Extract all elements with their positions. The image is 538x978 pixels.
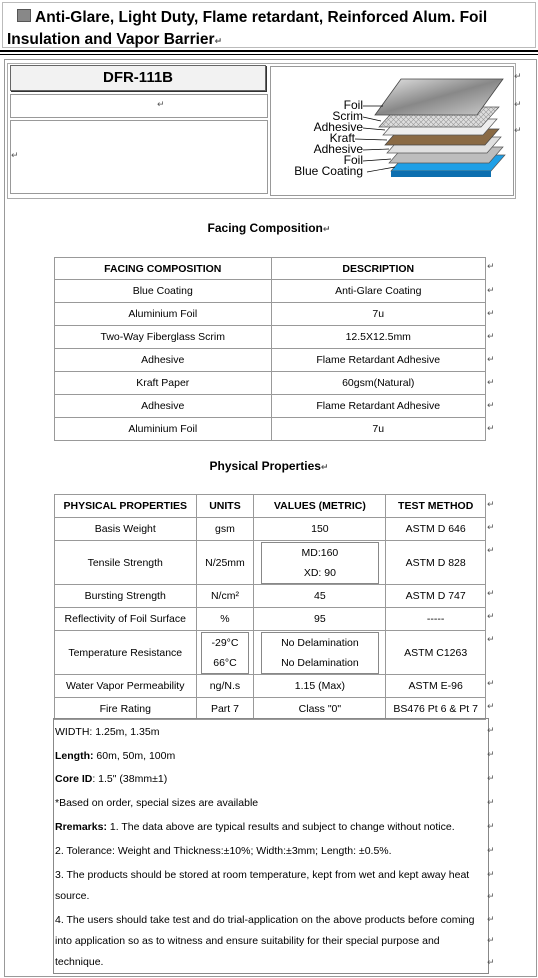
table-row: [55, 303, 486, 326]
table-cell: Water Vapor Permeability: [55, 675, 197, 698]
table-header: DESCRIPTION: [271, 258, 486, 280]
table-cell: Aluminium Foil: [55, 418, 272, 441]
square-bullet-icon: [17, 9, 31, 22]
table-cell: Aluminium Foil: [55, 303, 272, 326]
table-row: [55, 675, 486, 698]
table-row: [55, 326, 486, 349]
table-cell: 12.5X12.5mm: [271, 326, 486, 349]
layer-label: Kraft: [329, 131, 355, 145]
section-title-facing: Facing Composition↵: [207, 221, 331, 235]
layer-label: Foil: [343, 153, 363, 167]
width-note: WIDTH: 1.25m, 1.35m: [55, 726, 160, 738]
table-cell: 7u: [271, 303, 486, 326]
table-cell: [254, 631, 386, 675]
table-header: TEST METHOD: [386, 495, 486, 518]
blank-cell: ↵: [10, 120, 268, 194]
temp-low: -29°C: [211, 636, 239, 649]
table-cell: Flame Retardant Adhesive: [271, 395, 486, 418]
table-cell: ASTM E-96: [386, 675, 486, 698]
table-cell: Class "0": [254, 698, 386, 720]
table-cell: Basis Weight: [55, 518, 197, 541]
temperature-units: [201, 632, 249, 674]
product-code: DFR-111B: [10, 65, 266, 91]
divider: [0, 54, 538, 55]
table-cell: ng/N.s: [196, 675, 254, 698]
table-header: FACING COMPOSITION: [55, 258, 272, 280]
layer-label: Foil: [343, 98, 363, 112]
physical-table: [54, 494, 486, 720]
table-header: PHYSICAL PROPERTIES: [55, 495, 197, 518]
notes-box: [53, 718, 489, 974]
layer-label: Scrim: [332, 109, 363, 123]
table-header: UNITS: [196, 495, 254, 518]
table-cell: Adhesive: [55, 395, 272, 418]
table-cell: Reflectivity of Foil Surface: [55, 608, 197, 631]
table-row: [55, 418, 486, 441]
remark-1: Rremarks: 1. The data above are typical results and subject to change without notice.: [55, 821, 455, 833]
table-cell: Blue Coating: [55, 280, 272, 303]
table-cell: ASTM D 747: [386, 585, 486, 608]
table-cell: 7u: [271, 418, 486, 441]
core-note: Core ID: 1.5" (38mm±1): [55, 773, 168, 785]
table-cell: Two-Way Fiberglass Scrim: [55, 326, 272, 349]
title-box: [2, 2, 536, 48]
table-row: [55, 608, 486, 631]
table-row: [55, 395, 486, 418]
table-cell: %: [196, 608, 254, 631]
table-cell: N/25mm: [196, 541, 254, 585]
facing-table: [54, 257, 486, 441]
remark-4: 4. The users should take test and do trial-application on the above products before coming: [55, 914, 475, 926]
remark-4-end: technique.: [55, 956, 104, 968]
table-cell: Flame Retardant Adhesive: [271, 349, 486, 372]
table-cell: Adhesive: [55, 349, 272, 372]
length-note: Length: 60m, 50m, 100m: [55, 750, 176, 762]
document-title: Anti-Glare, Light Duty, Flame retardant, Reinforced Alum. Foil Insulation and Vapor Barrier↵: [7, 9, 488, 48]
table-row: [55, 349, 486, 372]
value-md: MD:160: [301, 546, 339, 559]
layer-diagram: [270, 66, 514, 196]
remark-3: 3. The products should be stored at room temperature, kept from wet and kept away heat: [55, 869, 470, 881]
table-row: [55, 518, 486, 541]
table-row: [55, 631, 486, 675]
table-cell: Bursting Strength: [55, 585, 197, 608]
value-xd: XD: 90: [303, 566, 336, 579]
table-row: [55, 280, 486, 303]
temperature-values: [261, 632, 379, 674]
table-row: [55, 698, 486, 720]
divider: [0, 50, 538, 52]
table-cell: Kraft Paper: [55, 372, 272, 395]
table-cell: BS476 Pt 6 & Pt 7: [386, 698, 486, 720]
table-cell: gsm: [196, 518, 254, 541]
special-note: *Based on order, special sizes are available: [55, 797, 259, 809]
table-cell: Anti-Glare Coating: [271, 280, 486, 303]
layer-label: Adhesive: [313, 120, 363, 134]
layer-label: Adhesive: [313, 142, 363, 156]
section-title-physical: Physical Properties↵: [209, 459, 329, 473]
remark-3-cont: source.: [55, 890, 90, 902]
table-cell: ASTM C1263: [386, 631, 486, 675]
table-cell: 45: [254, 585, 386, 608]
tensile-values: [261, 542, 379, 584]
title-text: Anti-Glare, Light Duty, Flame retardant, Reinforced Alum. Foil Insulation and Vapor Barrier: [7, 9, 488, 48]
table-cell: Part 7: [196, 698, 254, 720]
table-cell: 1.15 (Max): [254, 675, 386, 698]
table-header: VALUES (METRIC): [254, 495, 386, 518]
table-cell: N/cm²: [196, 585, 254, 608]
table-cell: -----: [386, 608, 486, 631]
table-row: [55, 372, 486, 395]
table-cell: ASTM D 828: [386, 541, 486, 585]
table-cell: Fire Rating: [55, 698, 197, 720]
remark-4-cont: into application so as to witness and ensure suitability for their special purpose and: [55, 935, 440, 947]
remark-2: 2. Tolerance: Weight and Thickness:±10%; Width:±3mm; Length: ±0.5%.: [55, 845, 392, 857]
table-cell: Temperature Resistance: [55, 631, 197, 675]
blank-cell: ↵: [10, 94, 268, 118]
table-cell: 95: [254, 608, 386, 631]
value-low: No Delamination: [281, 636, 359, 649]
table-cell: ASTM D 646: [386, 518, 486, 541]
temp-high: 66°C: [213, 656, 237, 669]
layer-label: Blue Coating: [294, 164, 363, 178]
table-cell: [196, 631, 254, 675]
table-row: [55, 585, 486, 608]
table-cell: Tensile Strength: [55, 541, 197, 585]
value-high: No Delamination: [281, 656, 359, 669]
table-cell: 150: [254, 518, 386, 541]
table-cell: [254, 541, 386, 585]
table-cell: 60gsm(Natural): [271, 372, 486, 395]
table-row: [55, 541, 486, 585]
